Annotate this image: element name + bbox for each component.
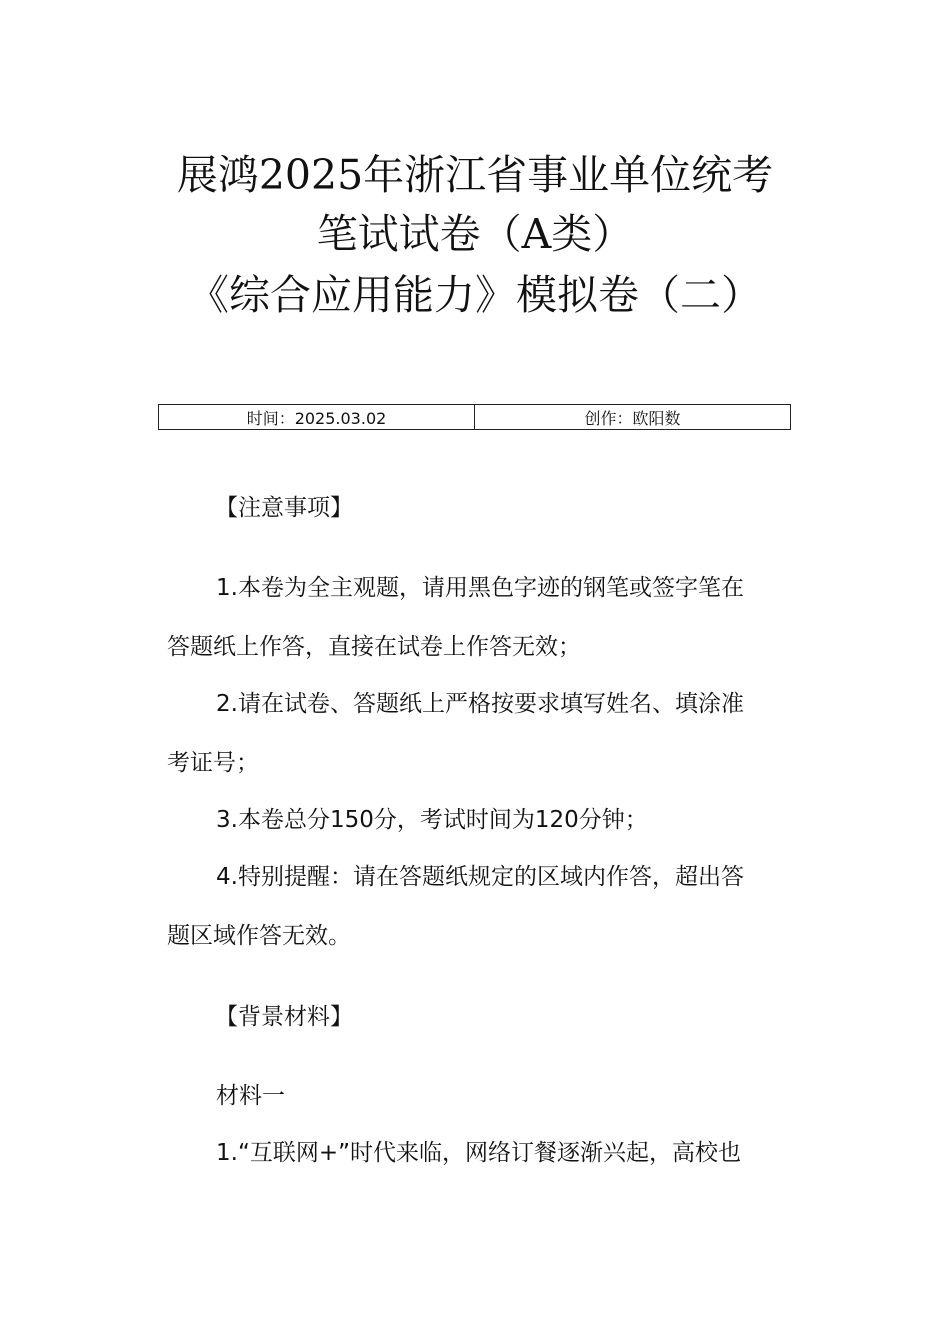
notice-heading: 【注意事项】 — [215, 495, 353, 521]
notice-item-2-line-2: 考证号； — [167, 750, 259, 776]
title-line-1: 展鸿2025年浙江省事业单位统考 — [176, 151, 774, 199]
meta-table — [158, 404, 791, 430]
background-heading: 【背景材料】 — [215, 1004, 353, 1030]
material-paragraph-1-line-1: 1.“互联网+”时代来临，网络订餐逐渐兴起，高校也 — [216, 1140, 742, 1166]
title-line-3: 《综合应用能力》模拟卷（二） — [188, 271, 762, 319]
meta-time: 时间：2025.03.02 — [246, 408, 387, 428]
notice-item-3: 3.本卷总分150分，考试时间为120分钟； — [216, 807, 648, 833]
notice-item-4-line-2: 题区域作答无效。 — [167, 923, 351, 949]
meta-author: 创作：欧阳数 — [474, 405, 790, 429]
notice-item-2-line-1: 2.请在试卷、答题纸上严格按要求填写姓名、填涂准 — [216, 691, 744, 717]
notice-item-4-line-1: 4.特别提醒：请在答题纸规定的区域内作答，超出答 — [216, 864, 744, 890]
material-title: 材料一 — [216, 1083, 285, 1109]
notice-item-1-line-2: 答题纸上作答，直接在试卷上作答无效； — [167, 634, 581, 660]
title-line-2: 笔试试卷（A类） — [316, 210, 634, 258]
notice-item-1-line-1: 1.本卷为全主观题，请用黑色字迹的钢笔或签字笔在 — [216, 575, 744, 601]
